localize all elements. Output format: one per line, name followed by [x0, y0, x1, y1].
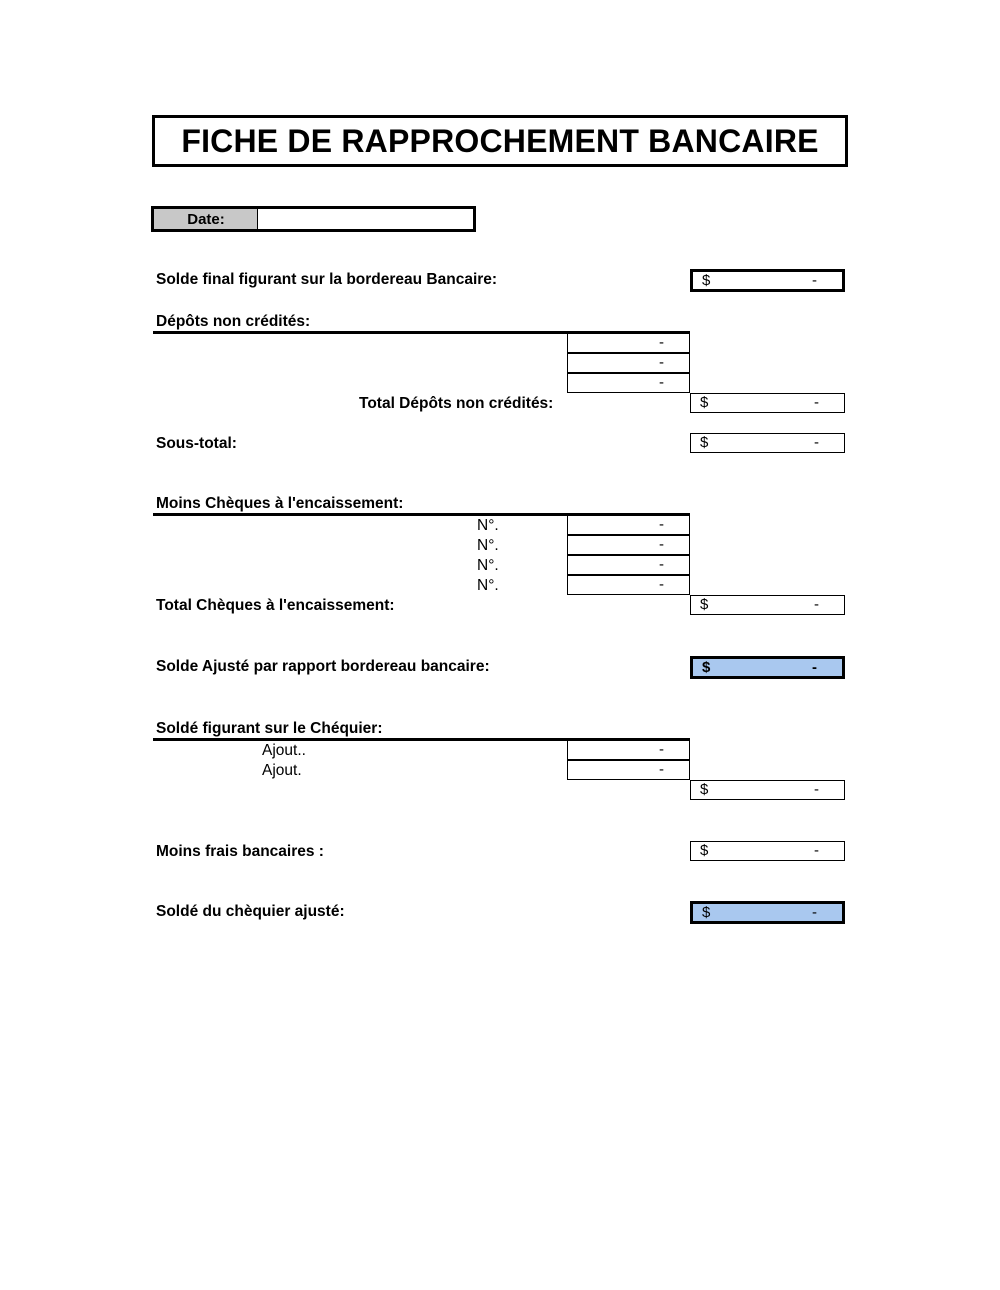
chequier-label: Soldé figurant sur le Chéquier: — [156, 720, 383, 737]
depot-item-cell[interactable] — [567, 333, 690, 353]
solde-ajuste-value: - — [812, 659, 817, 676]
frais-value: - — [814, 842, 819, 859]
ajout-item-value: - — [659, 741, 664, 758]
cheque-item-value: - — [659, 576, 664, 593]
depots-total-field[interactable] — [690, 393, 845, 413]
solde-final-label: Solde final figurant sur la bordereau Bancaire: — [156, 271, 498, 288]
cheque-item-cell[interactable] — [567, 535, 690, 555]
depot-item-cell[interactable] — [567, 353, 690, 373]
depots-label: Dépôts non crédités: — [156, 313, 311, 330]
chequier-ajuste-value: - — [812, 904, 817, 921]
cheques-total-field[interactable] — [690, 595, 845, 615]
frais-field[interactable] — [690, 841, 845, 861]
chequier-total-field[interactable] — [690, 780, 845, 800]
depots-total-value: - — [814, 394, 819, 411]
cheque-item-value: - — [659, 516, 664, 533]
currency-symbol: $ — [700, 394, 709, 411]
chequier-ajuste-label: Soldé du chèquier ajusté: — [156, 903, 345, 920]
depot-item-value: - — [659, 354, 664, 371]
sous-total-field[interactable] — [690, 433, 845, 453]
currency-symbol: $ — [700, 434, 709, 451]
date-field[interactable] — [257, 206, 476, 232]
cheque-item-cell[interactable] — [567, 515, 690, 535]
cheque-item-value: - — [659, 536, 664, 553]
frais-label: Moins frais bancaires : — [156, 843, 324, 860]
solde-final-field[interactable] — [690, 269, 845, 292]
depot-item-cell[interactable] — [567, 373, 690, 393]
sous-total-value: - — [814, 434, 819, 451]
cheque-item-value: - — [659, 556, 664, 573]
currency-symbol: $ — [700, 781, 709, 798]
cheque-item-cell[interactable] — [567, 555, 690, 575]
currency-symbol: $ — [700, 596, 709, 613]
currency-symbol: $ — [700, 842, 709, 859]
ajout-item-value: - — [659, 761, 664, 778]
page-title: FICHE DE RAPPROCHEMENT BANCAIRE — [152, 115, 848, 167]
ajout-item-cell[interactable] — [567, 740, 690, 760]
ajout-label: Ajout.. — [262, 742, 306, 759]
cheque-number-label: N°. — [477, 517, 499, 534]
cheque-number-label: N°. — [477, 577, 499, 594]
solde-ajuste-field[interactable] — [690, 656, 845, 679]
cheques-total-label: Total Chèques à l'encaissement: — [156, 597, 395, 614]
depots-total-label: Total Dépôts non crédités: — [359, 395, 554, 412]
cheque-number-label: N°. — [477, 537, 499, 554]
currency-symbol: $ — [702, 272, 711, 289]
currency-symbol: $ — [702, 904, 711, 921]
ajout-label: Ajout. — [262, 762, 302, 779]
cheques-total-value: - — [814, 596, 819, 613]
ajout-item-cell[interactable] — [567, 760, 690, 780]
cheque-number-label: N°. — [477, 557, 499, 574]
sous-total-label: Sous-total: — [156, 435, 237, 452]
solde-ajuste-label: Solde Ajusté par rapport bordereau bancaire: — [156, 658, 490, 675]
cheque-item-cell[interactable] — [567, 575, 690, 595]
depot-item-value: - — [659, 334, 664, 351]
depot-item-value: - — [659, 374, 664, 391]
currency-symbol: $ — [702, 659, 711, 676]
chequier-total-value: - — [814, 781, 819, 798]
date-label: Date: — [151, 206, 260, 232]
solde-final-value: - — [812, 272, 817, 289]
chequier-ajuste-field[interactable] — [690, 901, 845, 924]
cheques-label: Moins Chèques à l'encaissement: — [156, 495, 404, 512]
